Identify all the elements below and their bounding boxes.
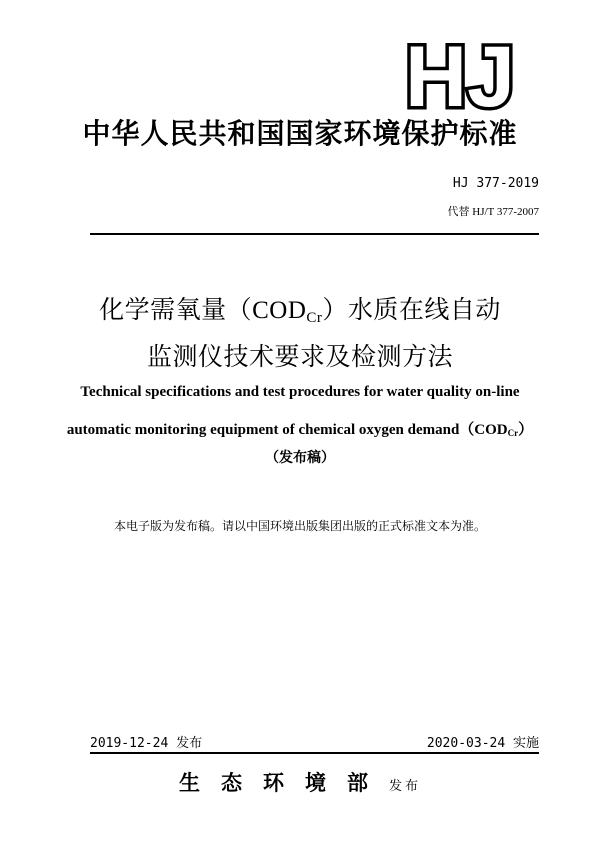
issuing-authority bbox=[0, 767, 600, 797]
replaces-standard: 代替 HJ/T 377-2007 bbox=[447, 206, 539, 218]
title-cn-line1-pre: 化学需氧量（ bbox=[99, 295, 253, 324]
title-cn-line1 bbox=[0, 290, 600, 327]
title-en-cod-subscript: Cr bbox=[507, 428, 519, 438]
standard-number: HJ 377-2019 bbox=[452, 176, 539, 191]
title-cn-line2: 监测仪技术要求及检测方法 bbox=[146, 342, 453, 371]
title-en-line2 bbox=[0, 418, 600, 439]
electronic-version-note: 本电子版为发布稿。请以中国环境出版集团出版的正式标准文本为准。 bbox=[113, 519, 486, 533]
issuer-name: 生态环境部 bbox=[178, 771, 389, 795]
title-cn-cod: COD bbox=[252, 297, 307, 324]
title-cn-cod-subscript: Cr bbox=[306, 310, 323, 326]
top-divider bbox=[90, 233, 539, 235]
issue-date: 2019-12-24 发布 bbox=[90, 736, 203, 751]
title-en-line2-post: ） bbox=[518, 422, 534, 438]
bottom-divider bbox=[90, 752, 539, 754]
title-en-line2-pre: automatic monitoring equipment of chemical oxygen demand（COD bbox=[66, 422, 508, 438]
standard-body-title: 中华人民共和国国家环境保护标准 bbox=[82, 117, 518, 150]
hj-logo-text: HJ bbox=[405, 36, 515, 114]
hj-logo bbox=[398, 36, 522, 114]
issuer-suffix: 发布 bbox=[388, 779, 421, 794]
title-en-line1: Technical specifications and test procedures for water quality on-line bbox=[80, 384, 520, 400]
draft-label: （发布稿） bbox=[265, 450, 335, 466]
implementation-date: 2020-03-24 实施 bbox=[426, 736, 539, 751]
title-cn-line1-post: ）水质在线自动 bbox=[322, 295, 501, 324]
